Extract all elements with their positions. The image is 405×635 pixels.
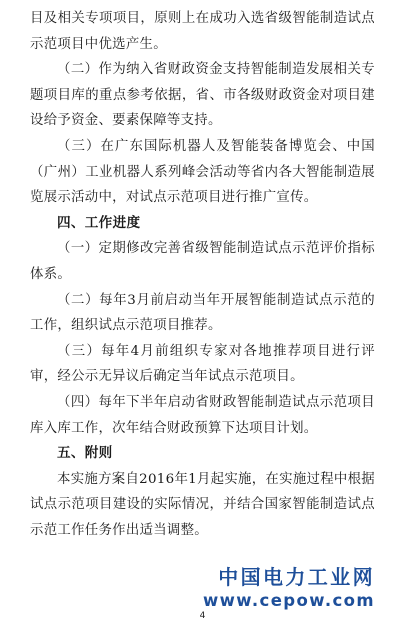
paragraph-schedule-4: （四）每年下半年启动省财政智能制造试点示范项目库入库工作，次年结合财政预算下达项目计划。	[30, 394, 375, 436]
paragraph-appendix: 本实施方案自2016年1月起实施，在实施过程中根据试点示范项目建设的实际情况，并结合国家智能制造试点示范工作任务作出适当调整。	[30, 471, 375, 538]
site-watermark	[0, 566, 375, 610]
paragraph-continuation: 目及相关专项项目，原则上在成功入选省级智能制造试点示范项目中优选产生。	[30, 11, 375, 52]
watermark-site-url: www.cepow.com	[202, 591, 375, 610]
paragraph-item-2: （二）作为纳入省财政资金支持智能制造发展相关专题项目库的重点参考依据，省、市各级财政资金对项目建设给予资金、要素保障等支持。	[30, 62, 375, 129]
paragraph-item-3: （三）在广东国际机器人及智能装备博览会、中国（广州）工业机器人系列峰会活动等省内各大智能制造展览展示活动中，对试点示范项目进行推广宣传。	[30, 138, 375, 206]
section-heading-appendix: 五、附则	[57, 445, 113, 462]
section-heading-schedule: 四、工作进度	[57, 214, 141, 231]
document-body	[30, 6, 375, 543]
watermark-site-name: 中国电力工业网	[218, 565, 375, 589]
paragraph-schedule-3: （三）每年4月前组织专家对各地推荐项目进行评审，经公示无异议后确定当年试点示范项目。	[30, 343, 375, 385]
paragraph-schedule-1: （一）定期修改完善省级智能制造试点示范评价指标体系。	[30, 241, 375, 282]
paragraph-schedule-2: （二）每年3月前启动当年开展智能制造试点示范的工作，组织试点示范项目推荐。	[30, 292, 375, 334]
page-number: 4	[199, 611, 206, 621]
